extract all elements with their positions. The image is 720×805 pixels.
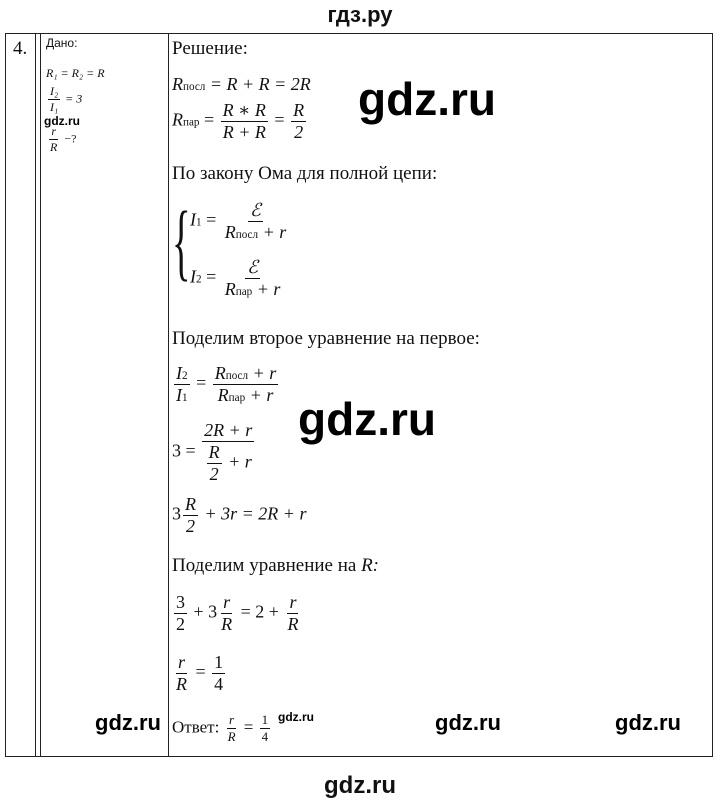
watermark: gdz.ru: [358, 73, 496, 125]
result-equation: $\frac{r}{R}$ = $\frac{1}{4}$: [176, 652, 224, 694]
watermark: gdz.ru: [95, 710, 161, 735]
ohm-law-text: По закону Ома для полной цепи:: [172, 163, 438, 184]
given-find: $\frac{r}{R}$ −?: [50, 124, 77, 154]
watermark: gdz.ru: [278, 710, 314, 724]
parallel-resistance: Rпар = $\frac{R ∗ R}{R + R}$ = $\frac{R}{2}$: [172, 100, 305, 142]
expanded-equation: 3 $\frac{R}{2}$ + 3r = 2R + r: [172, 494, 307, 536]
given-label: Дано:: [46, 36, 78, 50]
column-divider: [168, 34, 169, 756]
watermark: gdz.ru: [615, 710, 681, 735]
divide-by-r-text: Поделим уравнение на R:: [172, 555, 380, 576]
site-header: гдз.ру: [327, 2, 393, 27]
substitution-equation: 3 = 2R + r $\frac{R}{2}$ + r: [172, 420, 253, 484]
column-divider: [40, 34, 41, 756]
series-resistance: Rпосл = R + R = 2R: [172, 74, 311, 94]
site-footer: gdz.ru: [324, 772, 396, 799]
current-ratio-equation: $\frac{I2}{I1}$ = $\frac{\text{Rпосл + r}}{\text{Rпар + r}}$: [176, 363, 277, 405]
normalized-equation: $\frac{3}{2}$ + 3 $\frac{r}{R}$ = 2 + $\frac{r}{R}$: [176, 592, 299, 634]
solution-title: Решение:: [172, 38, 248, 59]
system-brace: {: [172, 193, 191, 289]
given-resistors: R₁ = R₂ = R: [46, 66, 105, 80]
watermark: gdz.ru: [435, 710, 501, 735]
problem-number: 4.: [13, 38, 28, 59]
watermark: gdz.ru: [298, 393, 436, 445]
answer-line: Ответ: $\frac{r}{R}$ = $\frac{1}{4}$: [172, 712, 269, 744]
ohm-equation-2: I2 = $\frac{\text{ℰ}}{\text{Rпар + r}}$: [190, 257, 281, 299]
divide-equations-text: Поделим второе уравнение на первое:: [172, 328, 480, 349]
watermark: gdz.ru: [44, 114, 80, 128]
ohm-equation-1: I1 = $\frac{\text{ℰ}}{\text{Rпосл + r}}$: [190, 200, 287, 242]
given-current-ratio: $\frac{\text{I₂}}{\text{I₁}}$ = 3: [50, 84, 83, 114]
column-divider: [35, 34, 36, 756]
